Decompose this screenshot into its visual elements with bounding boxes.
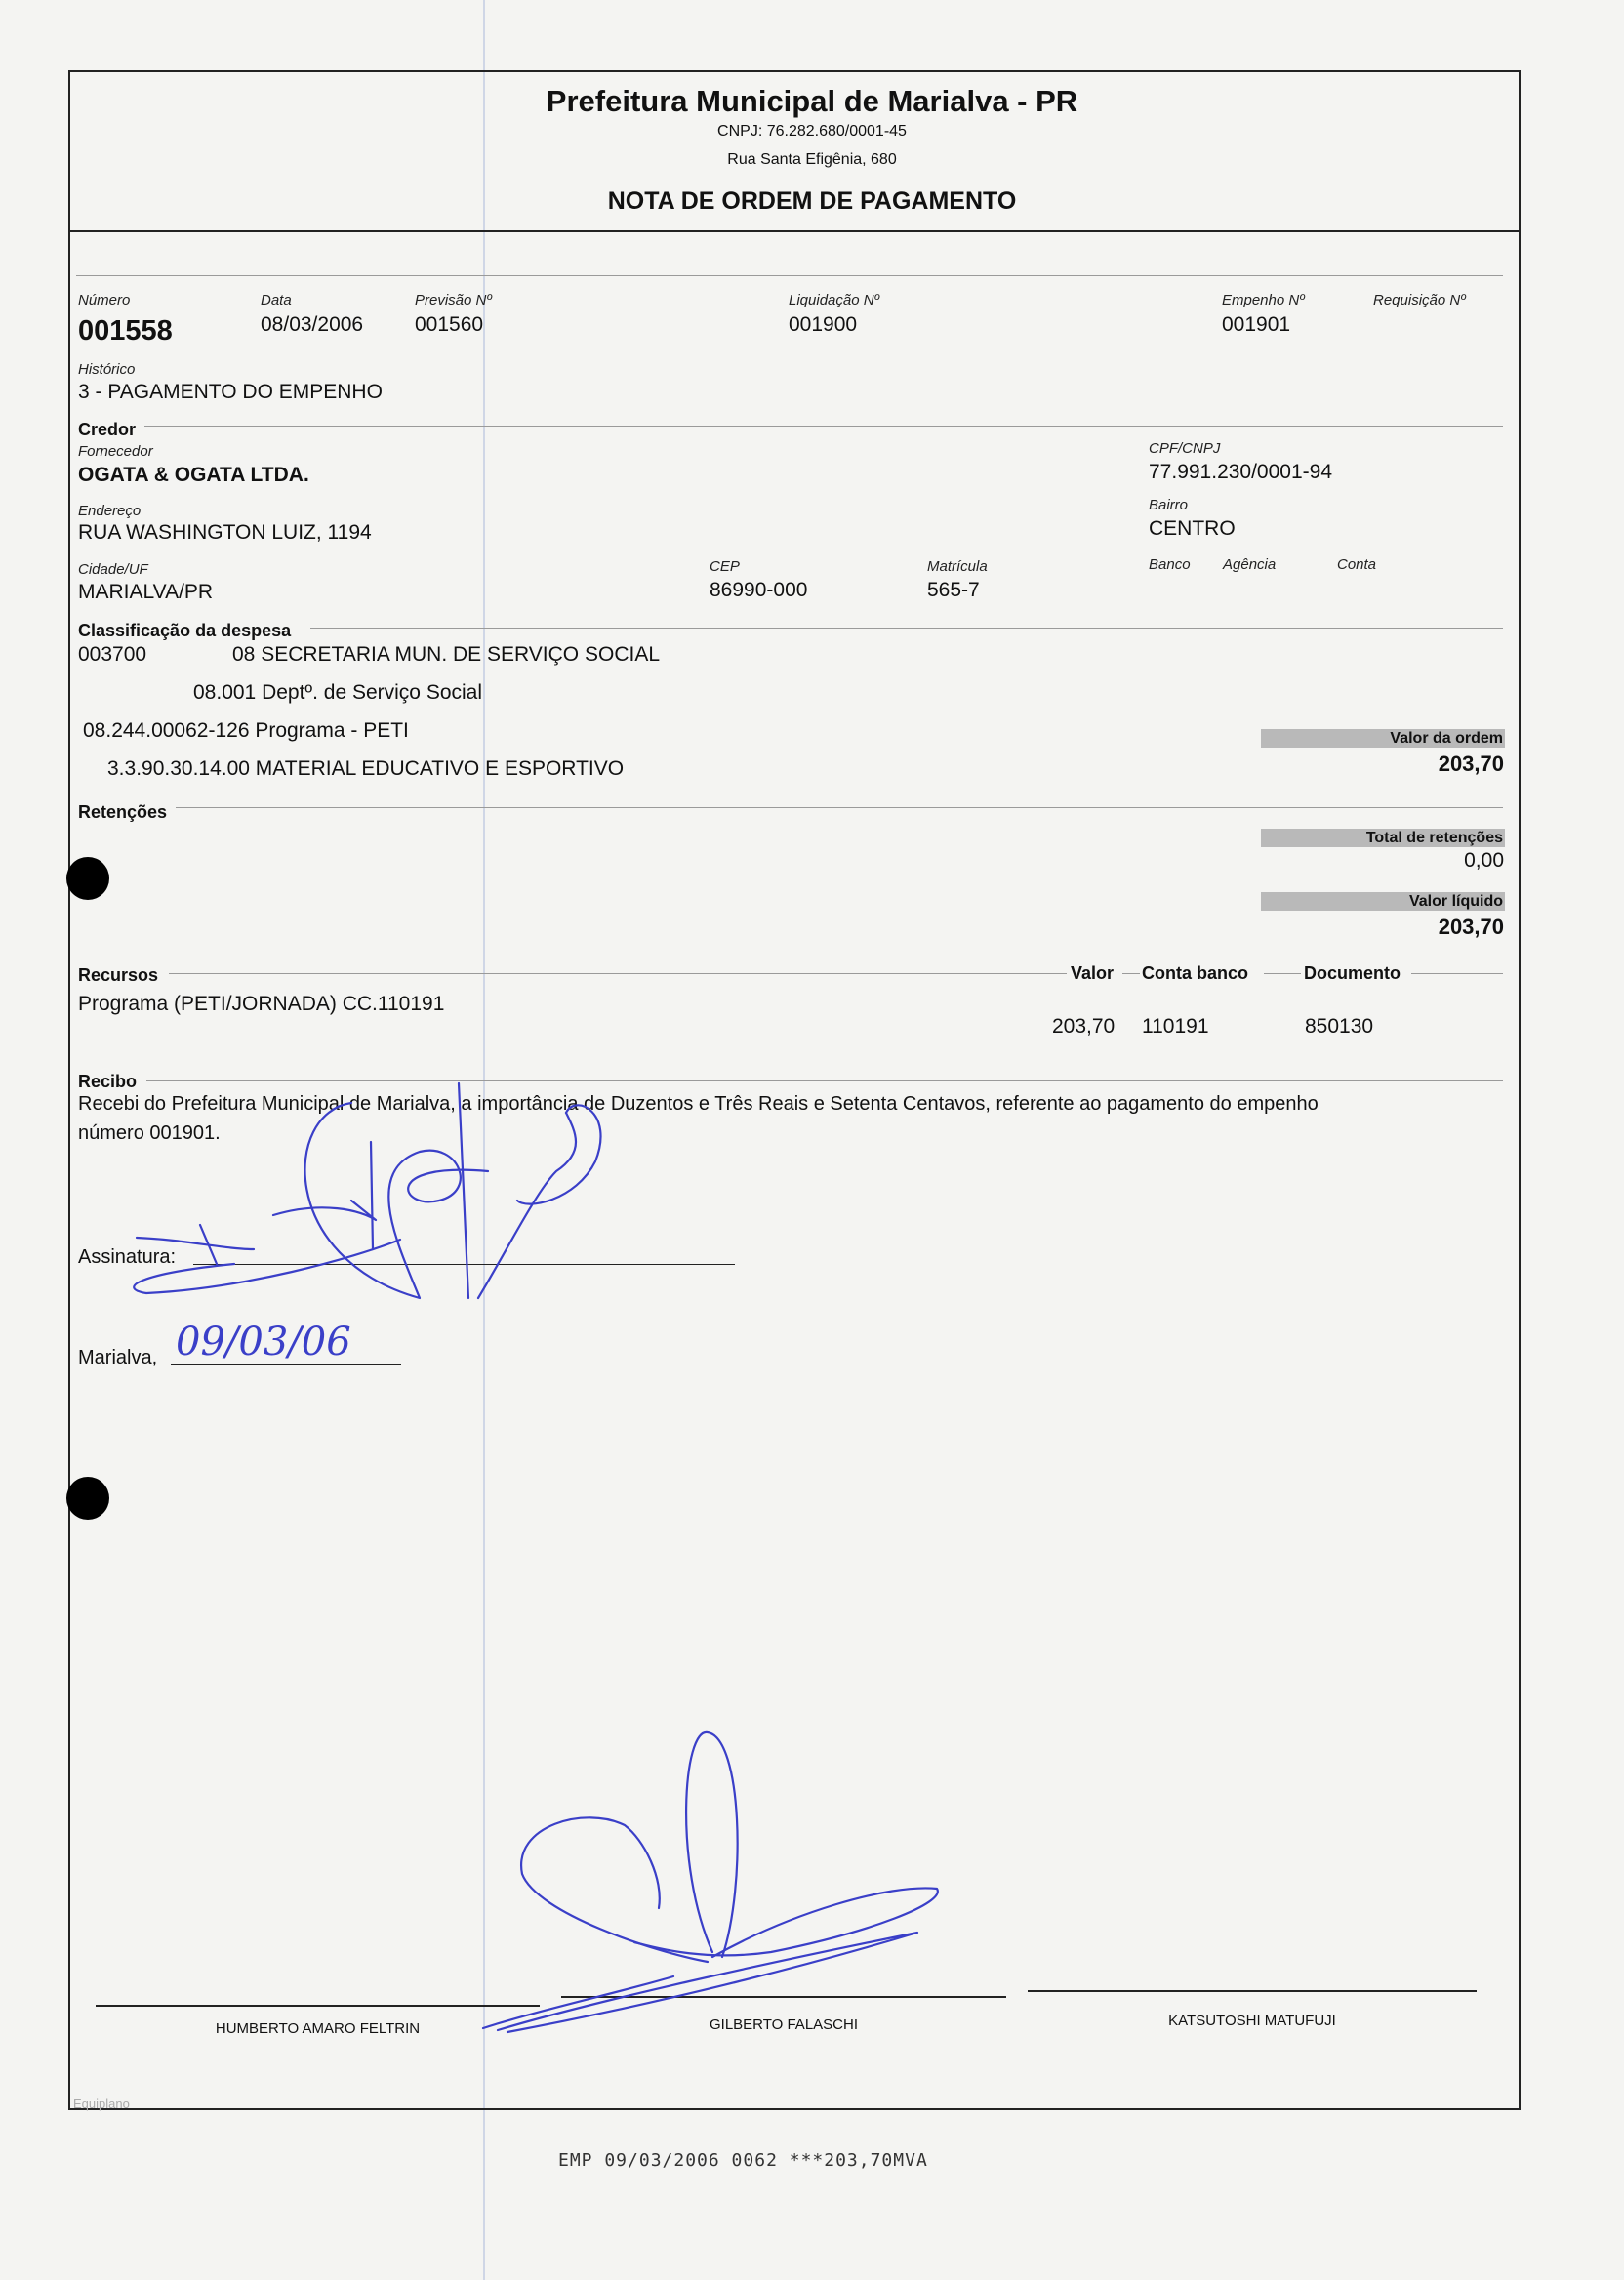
recibo-text-line1: Recebi do Prefeitura Municipal de Marialva, a importância de Duzentos e Três Reais e Setenta Centavos, referente ao pagamento do empenho [78, 1093, 1319, 1115]
endereco-label: Endereço [78, 503, 142, 519]
recursos-valor: 203,70 [1052, 1015, 1116, 1038]
recursos-conta: 110191 [1142, 1015, 1209, 1038]
recursos-documento: 850130 [1305, 1015, 1374, 1038]
conta-label: Conta [1337, 556, 1377, 573]
empenho-label: Empenho Nº [1222, 292, 1305, 308]
historico-label: Histórico [78, 361, 136, 378]
cep-value: 86990-000 [710, 579, 808, 601]
total-retencoes-value: 0,00 [1464, 849, 1504, 872]
date-line [171, 1364, 401, 1365]
recibo-signature [107, 1054, 712, 1327]
requisicao-label: Requisição Nº [1373, 292, 1466, 308]
credor-rule [144, 426, 1503, 427]
signature-line-3 [1028, 1990, 1477, 1992]
retencoes-rule [176, 807, 1503, 808]
page-title: Prefeitura Municipal de Marialva - PR [546, 84, 1078, 118]
liquidacao-value: 001900 [789, 313, 858, 336]
historico-value: 3 - PAGAMENTO DO EMPENHO [78, 381, 383, 403]
marialva-label: Marialva, [78, 1347, 158, 1368]
recursos-documento-label: Documento [1304, 963, 1401, 983]
cidade-label: Cidade/UF [78, 561, 148, 578]
signatory-1: HUMBERTO AMARO FELTRIN [215, 2020, 421, 2037]
classificacao-line4: 3.3.90.30.14.00 MATERIAL EDUCATIVO E ESPORTIVO [107, 757, 625, 780]
recursos-section-title: Recursos [78, 965, 159, 985]
cpf-value: 77.991.230/0001-94 [1149, 461, 1333, 483]
classificacao-line1: 08 SECRETARIA MUN. DE SERVIÇO SOCIAL [232, 643, 661, 666]
payment-stamp: EMP 09/03/2006 0062 ***203,70MVA [558, 2150, 928, 2171]
cep-label: CEP [710, 558, 740, 575]
assinatura-label: Assinatura: [78, 1246, 177, 1268]
recursos-valor-label: Valor [1071, 963, 1115, 983]
banco-label: Banco [1149, 556, 1191, 573]
previsao-value: 001560 [415, 313, 484, 336]
credor-section-title: Credor [78, 420, 137, 439]
matricula-label: Matrícula [927, 558, 988, 575]
recursos-rule-gap2 [1264, 973, 1301, 974]
liquidacao-label: Liquidação Nº [789, 292, 880, 308]
retencoes-section-title: Retenções [78, 802, 168, 822]
document-title: NOTA DE ORDEM DE PAGAMENTO [607, 187, 1017, 215]
endereco-value: RUA WASHINGTON LUIZ, 1194 [78, 521, 372, 544]
header-divider [68, 230, 1521, 232]
agencia-label: Agência [1223, 556, 1277, 573]
bottom-signature [478, 1718, 947, 2040]
signatory-2: GILBERTO FALASCHI [710, 2016, 858, 2033]
classificacao-code: 003700 [78, 643, 147, 666]
classificacao-rule [310, 628, 1503, 629]
data-label: Data [261, 292, 292, 308]
recursos-rule-end [1411, 973, 1503, 974]
recibo-section-title: Recibo [78, 1072, 138, 1091]
recursos-conta-label: Conta banco [1142, 963, 1249, 983]
valor-ordem-value: 203,70 [1438, 752, 1504, 776]
cidade-value: MARIALVA/PR [78, 581, 214, 603]
matricula-value: 565-7 [927, 579, 980, 601]
data-value: 08/03/2006 [261, 313, 364, 336]
recursos-rule [169, 973, 1067, 974]
brand-mark: Equiplano [73, 2097, 130, 2111]
signatory-3: KATSUTOSHI MATUFUJI [1168, 2013, 1336, 2029]
punch-hole-bottom [66, 1477, 109, 1520]
classificacao-line3: 08.244.00062-126 Programa - PETI [83, 719, 409, 742]
empenho-value: 001901 [1222, 313, 1291, 336]
cpf-label: CPF/CNPJ [1149, 440, 1221, 457]
top-rule [76, 275, 1503, 276]
recursos-descricao: Programa (PETI/JORNADA) CC.110191 [78, 993, 445, 1015]
bairro-label: Bairro [1149, 497, 1189, 513]
total-retencoes-label: Total de retenções [1261, 829, 1505, 847]
recursos-rule-gap1 [1122, 973, 1140, 974]
punch-hole-top [66, 857, 109, 900]
previsao-label: Previsão Nº [415, 292, 492, 308]
recibo-text-line2: número 001901. [78, 1122, 221, 1144]
signature-line-1 [96, 2005, 540, 2007]
fornecedor-value: OGATA & OGATA LTDA. [78, 464, 309, 486]
numero-value: 001558 [78, 315, 173, 346]
cnpj-text: CNPJ: 76.282.680/0001-45 [717, 123, 907, 140]
address-text: Rua Santa Efigênia, 680 [727, 151, 897, 168]
numero-label: Número [78, 292, 131, 308]
valor-ordem-label: Valor da ordem [1261, 729, 1505, 748]
handwritten-date: 09/03/06 [176, 1320, 351, 1364]
bairro-value: CENTRO [1149, 517, 1236, 540]
valor-liquido-label: Valor líquido [1261, 892, 1505, 911]
classificacao-section-title: Classificação da despesa [78, 621, 292, 640]
classificacao-line2: 08.001 Deptº. de Serviço Social [193, 681, 483, 704]
fornecedor-label: Fornecedor [78, 443, 153, 460]
valor-liquido-value: 203,70 [1438, 915, 1504, 939]
